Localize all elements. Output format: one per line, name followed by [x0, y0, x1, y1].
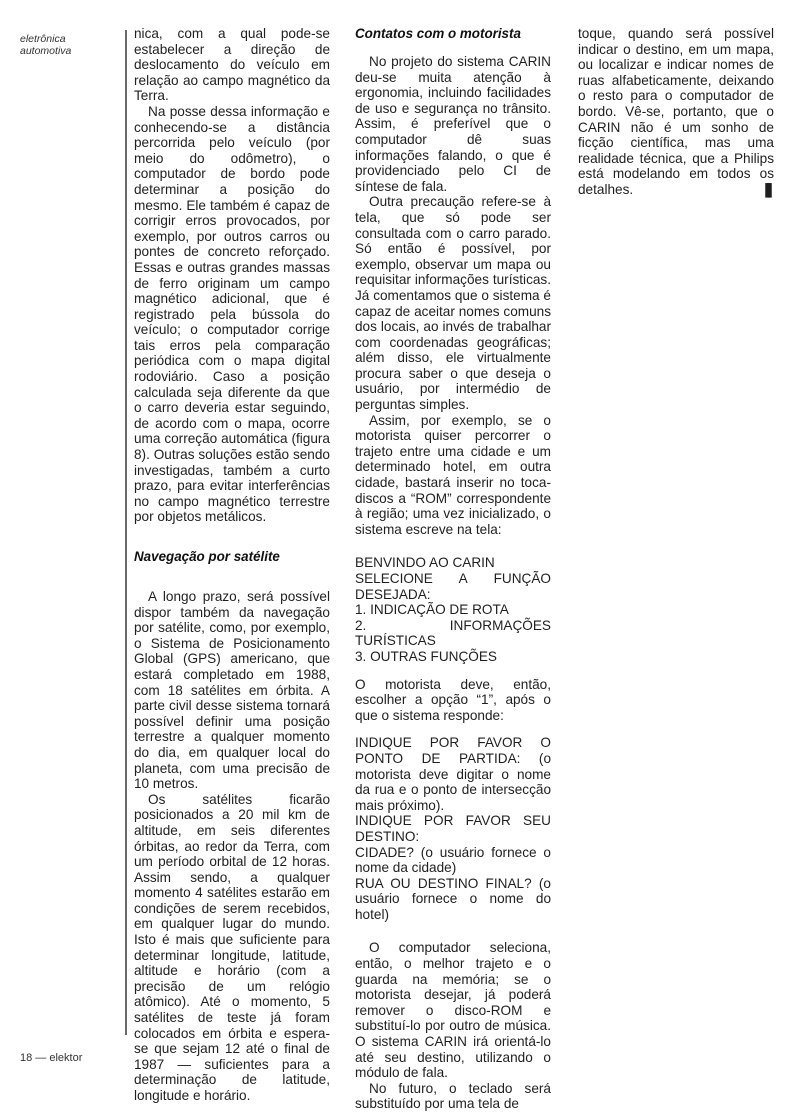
screen-line: INDIQUE POR FAVOR O PONTO DE PARTIDA: (o motorista deve digitar o nome da rua e o ponto de intersecção mais próximo).	[355, 735, 551, 813]
column-2	[355, 26, 551, 1112]
column-3	[578, 26, 774, 198]
end-of-article-mark: ▐▌	[760, 182, 774, 197]
paragraph: Assim, por exemplo, se o motorista quiser percorrer o trajeto entre uma cidade e um determinado hotel, em outra cidade, bastará inserir no toca-discos a “ROM” correspondente à região; uma vez inicializado, o sistema escreve na tela:	[355, 412, 551, 537]
screen-text-welcome	[355, 555, 551, 664]
column-1	[134, 26, 330, 1104]
paragraph: Outra precaução refere-se à tela, que só pode ser consultada com o carro parado. Só então é possível, por exemplo, observar um mapa ou requisitar informações turísticas. Já comentamos que o sistema é capaz de aceitar nomes comuns dos locais, ao invés de trabalhar com coordenadas geográficas; além disso, ele virtualmente procura saber o que deseja o usuário, por intermédio de perguntas simples.	[355, 194, 551, 413]
paragraph: nica, com a qual pode-se estabelecer a direção de deslocamento do veículo em relação ao campo magnético da Terra.	[134, 26, 330, 104]
screen-line: SELECIONE A FUNÇÃO DESEJADA:	[355, 571, 551, 602]
screen-line: 3. OUTRAS FUNÇÕES	[355, 648, 497, 664]
paragraph: O motorista deve, então, escolher a opção “1”, após o que o sistema responde:	[355, 676, 551, 723]
section-tag	[20, 33, 110, 57]
screen-line: RUA OU DESTINO FINAL? (o usuário fornece o nome do hotel)	[355, 875, 551, 922]
screen-line: CIDADE? (o usuário fornece o nome da cidade)	[355, 844, 551, 876]
paragraph: toque, quando será possível indicar o destino, em um mapa, ou localizar e indicar nomes de ruas alfabeticamente, deixando o resto para o computador de bordo. Vê-se, portanto, que o CARIN não é um sonho de ficção científica, mas uma realidade técnica, que a Philips está modelando em todos os detalhes.	[578, 26, 774, 197]
screen-line: 2. INFORMAÇÕES TURÍSTICAS	[355, 617, 551, 649]
paragraph: Na posse dessa informação e conhecendo-se a distância percorrida pelo veículo (por meio do odômetro), o computador de bordo pode determinar a posição do mesmo. Ele também é capaz de corrigir erros provocados, por exemplo, por outros carros ou pontes de concreto reforçado. Essas e outras grandes massas de ferro originam um campo magnético adicional, que é registrado pela bússola do veículo; o computador corrige tais erros pela comparação periódica com o mapa digital rodoviário. Caso a posição calculada seja diferente da que o carro deveria estar seguindo, de acordo com o mapa, ocorre uma correção automática (figura 8). Outras soluções estão sendo investigadas, também a curto prazo, para evitar interferências no campo magnético terrestre por objetos metálicos.	[134, 103, 330, 525]
section-tag-line2: automotiva	[20, 45, 72, 57]
screen-line: BENVINDO AO CARIN	[355, 555, 495, 571]
page-folio: 18 — elektor	[20, 1052, 83, 1064]
screen-line: INDIQUE POR FAVOR SEU DESTINO:	[355, 813, 551, 844]
screen-line: 1. INDICAÇÃO DE ROTA	[355, 602, 509, 618]
paragraph: No projeto do sistema CARIN deu-se muita atenção à ergonomia, incluindo facilidades de uso e segurança no trânsito. Assim, é preferível que o computador dê suas informações falando, o que é providenciado pelo CI de síntese de fala.	[355, 54, 551, 194]
section-heading-satellite: Navegação por satélite	[134, 549, 280, 564]
column-rule	[125, 30, 127, 1035]
paragraph: Os satélites ficarão posicionados a 20 mil km de altitude, em seis diferentes órbitas, ao redor da Terra, com um período orbital de 12 horas. Assim sendo, a qualquer momento 4 satélites estarão em condições de serem recebidos, em qualquer lugar do mundo. Isto é mais que suficiente para determinar longitude, latitude, altitude e horário (com a precisão de um relógio atômico). Até o momento, 5 satélites de teste já foram colocados em órbita e espera-se que sejam 12 até o final de 1987 — suficientes para a determinação de latitude, longitude e horário.	[134, 791, 330, 1103]
paragraph: No futuro, o teclado será substituído por uma tela de	[355, 1080, 551, 1112]
section-heading-contacts: Contatos com o motorista	[355, 26, 521, 41]
section-tag-line1: eletrônica	[20, 33, 66, 45]
paragraph: O computador seleciona, então, o melhor trajeto e o guarda na memória; se o motorista desejar, já poderá remover o disco-ROM e substituí-lo por outro de música. O sistema CARIN irá orientá-lo até seu destino, utilizando o módulo de fala.	[355, 940, 551, 1081]
paragraph: A longo prazo, será possível dispor também da navegação por satélite, como, por exemplo, o Sistema de Posicionamento Global (GPS) americano, que estará completado em 1988, com 18 satélites em órbita. A parte civil desse sistema tornará possível definir uma posição terrestre a qualquer momento do dia, em qualquer local do planeta, com uma precisão de 10 metros.	[134, 589, 330, 792]
screen-text-route	[355, 735, 551, 922]
